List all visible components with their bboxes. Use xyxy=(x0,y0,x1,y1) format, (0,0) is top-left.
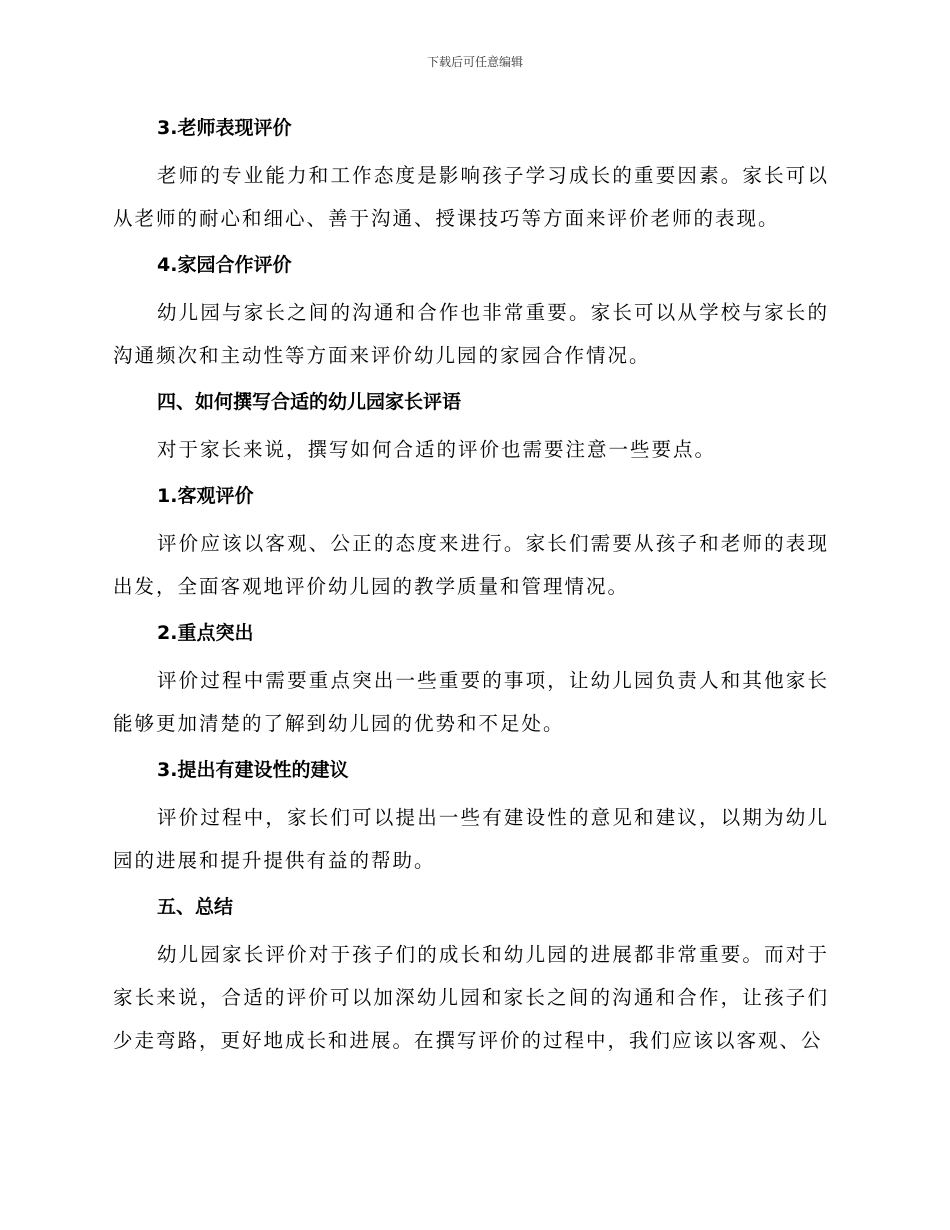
section-heading-teacher-evaluation: 3.老师表现评价 xyxy=(157,117,292,139)
section-heading-highlight: 2.重点突出 xyxy=(157,622,254,644)
paragraph-suggestions: 评价过程中，家长们可以提出一些有建设性的意见和建议，以期为幼儿园的进展和提升提供有益的帮助。 xyxy=(113,806,829,872)
document-body xyxy=(113,106,829,1065)
section-heading-home-school-cooperation: 4.家园合作评价 xyxy=(157,254,292,276)
paragraph-highlight: 评价过程中需要重点突出一些重要的事项，让幼儿园负责人和其他家长能够更加清楚的了解到幼儿园的优势和不足处。 xyxy=(113,669,829,735)
section-heading-summary: 五、总结 xyxy=(157,896,234,918)
paragraph-how-to-write: 对于家长来说，撰写如何合适的评价也需要注意一些要点。 xyxy=(157,438,717,461)
section-heading-objective: 1.客观评价 xyxy=(157,485,254,507)
paragraph-objective: 评价应该以客观、公正的态度来进行。家长们需要从孩子和老师的表现出发，全面客观地评价幼儿园的教学质量和管理情况。 xyxy=(113,532,829,598)
section-heading-suggestions: 3.提出有建设性的建议 xyxy=(157,759,349,781)
paragraph-home-school-cooperation: 幼儿园与家长之间的沟通和合作也非常重要。家长可以从学校与家长的沟通频次和主动性等方面来评价幼儿园的家园合作情况。 xyxy=(113,301,829,367)
paragraph-summary: 幼儿园家长评价对于孩子们的成长和幼儿园的进展都非常重要。而对于家长来说，合适的评价可以加深幼儿园和家长之间的沟通和合作，让孩子们少走弯路，更好地成长和进展。在撰写评价的过程中，我们应该以客观、公 xyxy=(113,943,829,1052)
page-header: 下载后可任意编辑 xyxy=(426,55,523,69)
paragraph-teacher-evaluation: 老师的专业能力和工作态度是影响孩子学习成长的重要因素。家长可以从老师的耐心和细心、善于沟通、授课技巧等方面来评价老师的表现。 xyxy=(113,164,829,230)
section-heading-how-to-write: 四、如何撰写合适的幼儿园家长评语 xyxy=(157,391,462,413)
